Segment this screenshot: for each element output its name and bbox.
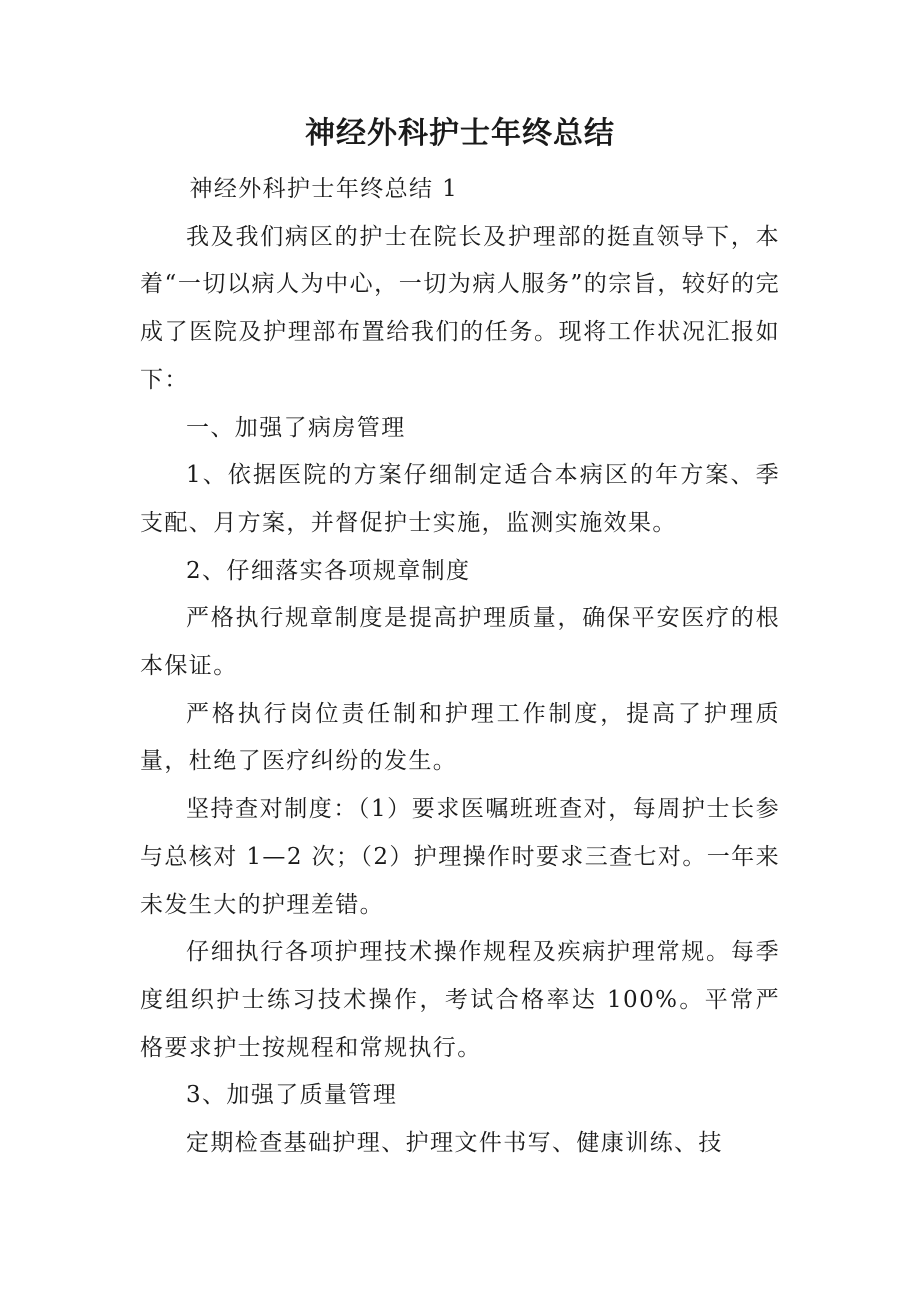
document-title: 神经外科护士年终总结 bbox=[305, 116, 615, 151]
document-subtitle: 神经外科护士年终总结 1 bbox=[189, 176, 459, 202]
subheading-quality: 3、加强了质量管理 bbox=[186, 1082, 398, 1109]
subheading-rules: 2、仔细落实各项规章制度 bbox=[186, 557, 471, 584]
paragraph-inspection: 定期检查基础护理、护理文件书写、健康训练、技 bbox=[186, 1130, 723, 1157]
paragraph-procedures: 仔细执行各项护理技术操作规程及疾病护理常规。每季度组织护士练习技术操作，考试合格率达 100%。平常严格要求护士按规程和常规执行。 bbox=[140, 939, 780, 1061]
paragraph-plan: 1、依据医院的方案仔细制定适合本病区的年方案、季支配、月方案，并督促护士实施，监测实施效果。 bbox=[140, 462, 780, 536]
paragraph-intro: 我及我们病区的护士在院长及护理部的挺直领导下，本着“一切以病人为中心，一切为病人服务”的宗旨，较好的完成了医院及护理部布置给我们的任务。现将工作状况汇报如下： bbox=[140, 223, 780, 393]
paragraph-responsibility: 严格执行岗位责任制和护理工作制度，提高了护理质量，杜绝了医疗纠纷的发生。 bbox=[140, 700, 780, 775]
paragraph-checking: 坚持查对制度：（1）要求医嘱班班查对，每周护士长参与总核对 1—2 次；（2）护理操作时要求三查七对。一年来未发生大的护理差错。 bbox=[140, 796, 780, 918]
document-body bbox=[140, 166, 780, 1168]
paragraph-rules: 严格执行规章制度是提高护理质量，确保平安医疗的根本保证。 bbox=[140, 605, 780, 680]
section-heading-ward-management: 一、加强了病房管理 bbox=[186, 414, 406, 441]
